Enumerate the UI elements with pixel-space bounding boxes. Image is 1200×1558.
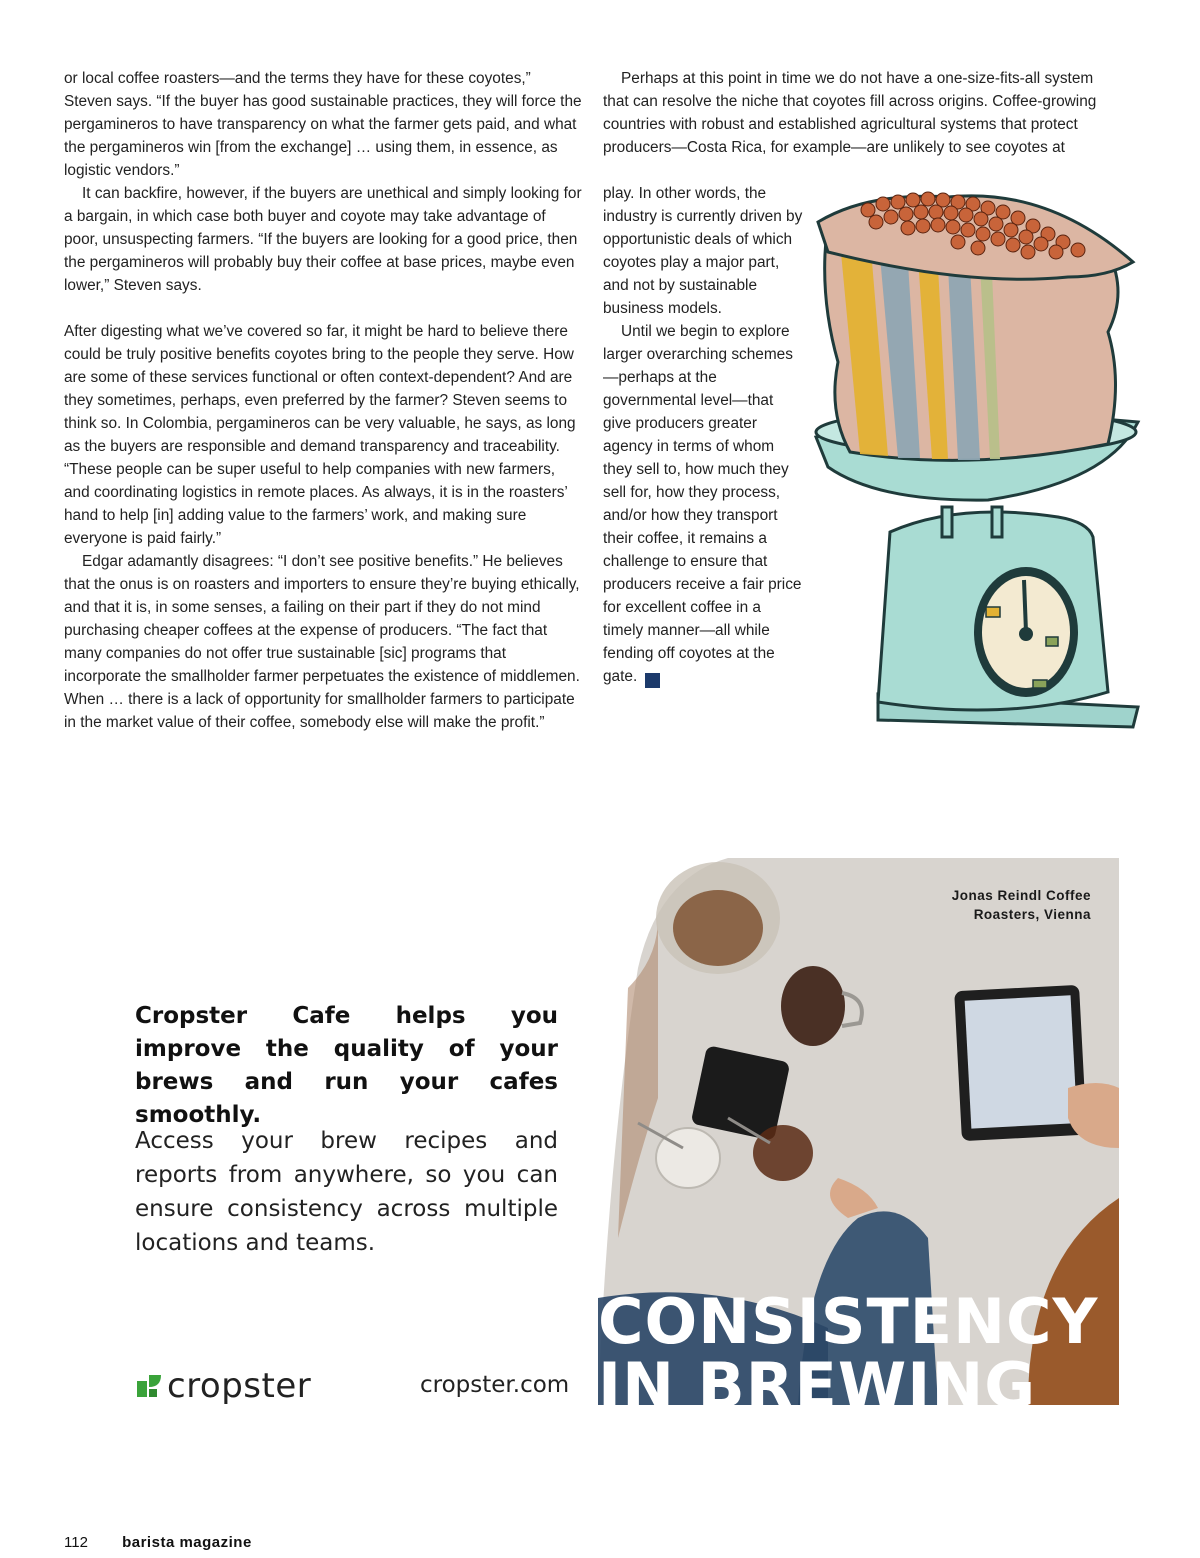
end-mark: b (645, 673, 660, 688)
ad-lead-text: Cropster Cafe helps you improve the quality of your brews and run your cafes smoothly. (135, 1003, 558, 1128)
magazine-name: barista magazine (122, 1534, 252, 1551)
cropster-logo[interactable] (135, 1366, 311, 1406)
article-paragraph (603, 320, 803, 688)
page-footer (64, 1534, 252, 1551)
article-right-column-top (603, 67, 1113, 159)
article-right-column-narrow (603, 182, 803, 688)
photo-credit-line: Roasters, Vienna (973, 907, 1091, 922)
article-paragraph: It can backfire, however, if the buyers are unethical and simply looking for a bargain, in which case both buyer and coyote may take advantage of poor, unsuspecting farmers. “If the buyers are looking for a good price, then the pergamineros will probably buy their coffee at base prices, maybe even lower,” Steven says. (64, 185, 582, 294)
cropster-leaf-icon (135, 1373, 163, 1399)
article-paragraph: After digesting what we’ve covered so far, it might be hard to believe there could be truly positive benefits coyotes bring to the people they serve. How are some of these services functional or often context-dependent? And are they sometimes, perhaps, even preferred by the farmer? Steven seems to think so. In Colombia, pergamineros can be very valuable, he says, as long as the buyers are responsible and demand transparency and traceability. “These people can be super useful to help companies with new farmers, and coordinating logistics in remote places. As always, it is in the roasters’ hand to help [in] adding value to the farmers’ work, and making sure everyone is paid fairly.” (64, 323, 576, 547)
ad-headline-line: CONSISTENCY (598, 1285, 1099, 1358)
ad-url-link[interactable]: cropster.com (420, 1372, 570, 1398)
page-number: 112 (64, 1534, 88, 1551)
article-closing-text: Until we begin to explore larger overarching schemes—perhaps at the governmental level—that give producers greater agency in terms of whom they sell to, how much they sell for, how they process, and/or how they transport their coffee, it remains a challenge to ensure that producers receive a fair price for excellent coffee in a timely manner—all while fending off coyotes at the gate. (603, 323, 802, 685)
coffee-sack-scale-illustration (808, 182, 1148, 762)
photo-credit (952, 886, 1091, 924)
article-paragraph: or local coffee roasters—and the terms they have for these coyotes,” Steven says. “If the buyer has good sustainable practices, they will force the pergamineros to have transparency on what the farmer gets paid, and what the pergamineros win [from the exchange] … using them, in essence, as logistic vendors.” (64, 70, 582, 179)
cropster-logo-text: cropster (167, 1366, 312, 1406)
article-paragraph: Edgar adamantly disagrees: “I don’t see positive benefits.” He believes that the onus is on roasters and importers to ensure they’re buying ethically, and that it is, in some senses, a failing on their part if they do not mind purchasing cheaper coffees at the expense of producers. “The fact that many companies do not offer true sustainable [sic] programs that incorporate the smallholder farmer perpetuates the existence of middlemen. When … there is a lack of opportunity for smallholder farmers to participate in the market value of their coffee, somebody else will make the profit.” (64, 553, 580, 731)
article-paragraph: Perhaps at this point in time we do not have a one-size-fits-all system that can resolve the niche that coyotes fill across origins. Coffee-growing countries with robust and established agricultural systems that protect producers—Costa Rica, for example—are unlikely to see coyotes at (603, 70, 1097, 156)
article-left-column (64, 67, 582, 734)
photo-credit-line: Jonas Reindl Coffee (951, 888, 1091, 903)
ad-headline-line: IN BREWING (598, 1349, 1037, 1422)
article-paragraph: play. In other words, the industry is currently driven by opportunistic deals of which coyotes play a major part, and not by sustainable business models. (603, 185, 803, 317)
ad-body-text: Access your brew recipes and reports from anywhere, so you can ensure consistency across multiple locations and teams. (135, 1128, 558, 1256)
ad-headline (598, 1285, 1158, 1422)
